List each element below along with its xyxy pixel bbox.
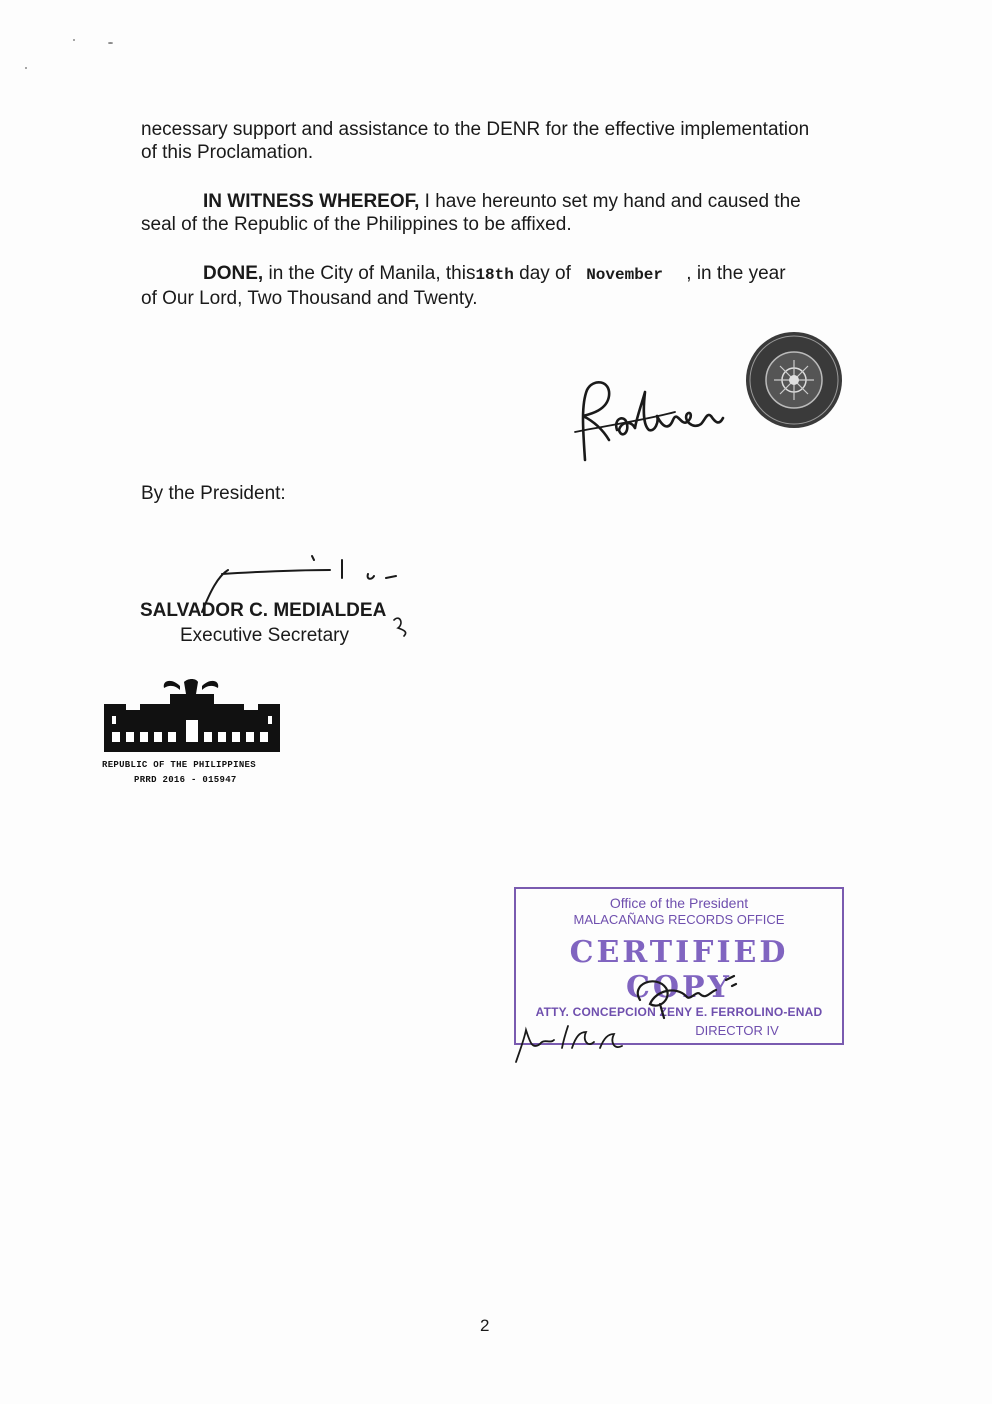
done-lead: DONE, [203,263,264,284]
scan-speck [73,39,75,41]
done-text-c: , in the year [681,263,786,284]
stamp-office-line: Office of the President [609,895,749,911]
paragraph-line: of this Proclamation. [141,142,314,163]
presidential-signature [565,370,745,470]
day-value: 18th [475,266,514,284]
page-number: 2 [480,1316,490,1335]
done-text-a: in the City of Manila, this [263,263,476,284]
by-the-president: By the President: [141,483,286,504]
signatory-title: Executive Secretary [180,625,349,646]
scan-speck [25,67,27,69]
presidential-seal [744,330,844,430]
stamp-signature [510,960,750,1070]
done-text-b: day of [513,263,577,284]
witness-lead: IN WITNESS WHEREOF, [203,191,420,212]
witness-line-2: seal of the Republic of the Philippines to be affixed. [141,214,572,235]
paragraph-continuation [141,118,853,164]
witness-paragraph [141,190,853,236]
done-line-1 [141,262,853,287]
signatory-name: SALVADOR C. MEDIALDEA [140,600,387,621]
stamp-director: DIRECTOR IV [695,1023,779,1038]
paragraph-line: necessary support and assistance to the DENR for the effective implementation [141,119,810,140]
witness-line-1 [141,190,853,213]
witness-text: I have hereunto set my hand and caused the [419,191,801,212]
prrd-republic-label: REPUBLIC OF THE PHILIPPINES [102,760,256,770]
malacanang-building-icon [100,676,285,758]
stamp-certified-copy: CERTIFIED COPY [569,935,789,1005]
prrd-number: PRRD 2016 - 015947 [134,775,237,785]
stamp-records-line: MALACAÑANG RECORDS OFFICE [573,912,785,927]
stamp-attorney-line: ATTY. CONCEPCION ZENY E. FERROLINO-ENAD [535,1005,823,1019]
done-line-2: of Our Lord, Two Thousand and Twenty. [141,288,478,309]
month-value: November [586,266,663,284]
done-paragraph [141,262,853,310]
scan-speck [108,42,113,44]
